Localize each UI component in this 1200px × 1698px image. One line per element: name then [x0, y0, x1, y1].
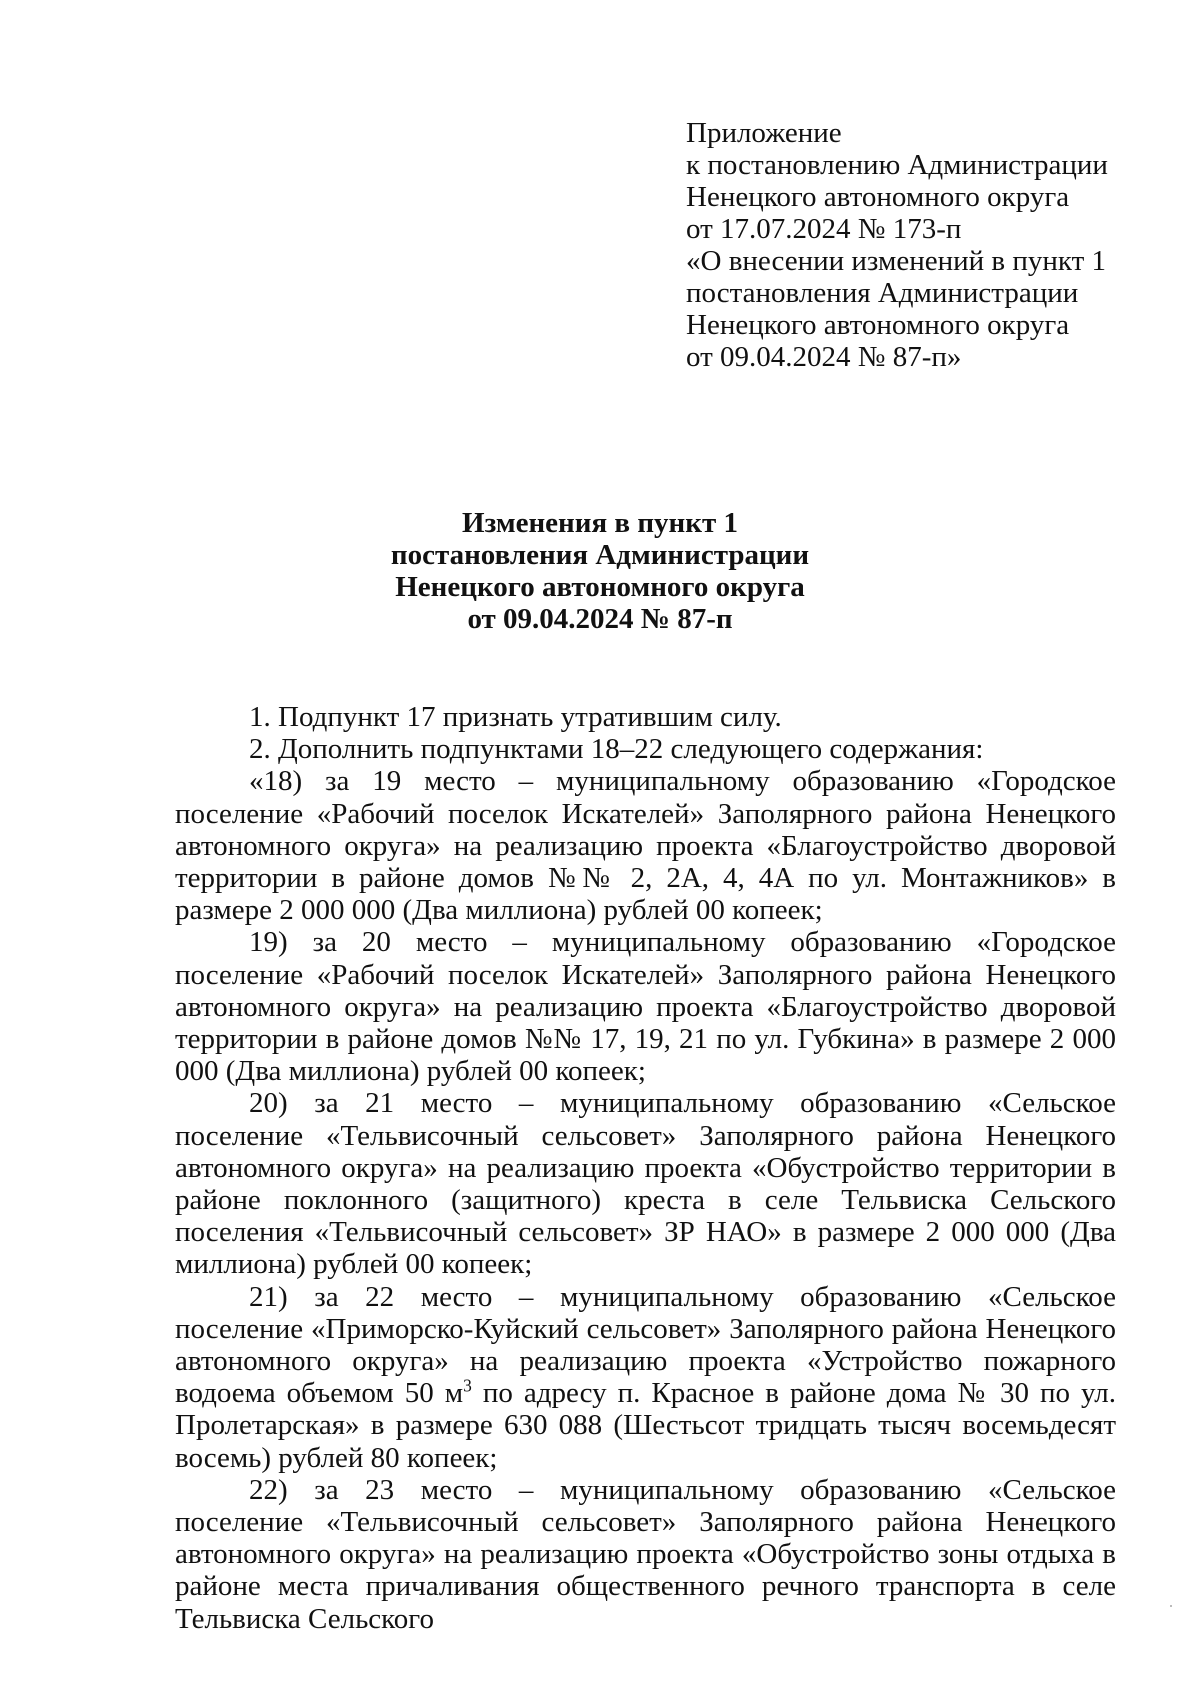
- paragraph-2: 2. Дополнить подпунктами 18–22 следующего содержания:: [249, 733, 984, 766]
- appendix-line: к постановлению Администрации: [686, 149, 1108, 181]
- appendix-line: от 17.07.2024 № 173-п: [686, 213, 962, 245]
- cubic-superscript: 3: [463, 1375, 472, 1396]
- appendix-line: от 09.04.2024 № 87-п»: [686, 341, 962, 373]
- paragraph-1: 1. Подпункт 17 признать утратившим силу.: [249, 701, 782, 733]
- title-line: Изменения в пункт 1: [462, 507, 738, 539]
- appendix-line: Ненецкого автономного округа: [686, 309, 1070, 341]
- appendix-line: «О внесении изменений в пункт 1: [686, 245, 1107, 277]
- subitem-19: 19) за 20 место – муниципальному образованию «Городское поселение «Рабочий поселок Искателей» Заполярного района Ненецкого автономного округа» на реализацию проекта «Благоустройство дворовой территории в районе домов №№ 17, 19, 21 по ул. Губкина» в размере 2 000 000 (Два миллиона) рублей 00 копеек;: [175, 926, 1116, 1088]
- document-body: [175, 701, 1116, 1635]
- subitem-21-text-start: 21) за 22 место – муниципальному образованию «Сельское поселение «Приморско-Куйский сельсовет» Заполярного района Ненецкого автономного округа» на реализацию проекта «Устройство пожарного водоема объемом 50 м: [175, 1280, 1116, 1410]
- appendix-line: постановления Администрации: [686, 277, 1079, 309]
- appendix-line: Приложение: [686, 117, 842, 149]
- subitem-18: «18) за 19 место – муниципальному образованию «Городское поселение «Рабочий поселок Искателей» Заполярного района Ненецкого автономного округа» на реализацию проекта «Благоустройство дворовой территории в районе домов №№ 2, 2А, 4, 4А по ул. Монтажников» в размере 2 000 000 (Два миллиона) рублей 00 копеек;: [175, 765, 1116, 927]
- subitem-22: 22) за 23 место – муниципальному образованию «Сельское поселение «Тельвисочный сельсовет» Заполярного района Ненецкого автономного округа» на реализацию проекта «Обустройство зоны отдыха в районе места причаливания общественного речного транспорта в селе Тельвиска Сельского: [175, 1473, 1116, 1635]
- scan-speck: [1170, 1605, 1172, 1607]
- subitem-21: [175, 1281, 1116, 1474]
- title-line: Ненецкого автономного округа: [395, 571, 805, 603]
- document-title: [0, 507, 1200, 635]
- title-line: от 09.04.2024 № 87-п: [467, 603, 733, 635]
- subitem-21-text-end: по адресу п. Красное в районе дома № 30 по ул. Пролетарская» в размере 630 088 (Шестьсот тридцать тысяч восемьдесят восемь) рублей 80 копеек;: [175, 1377, 1116, 1474]
- subitem-20: 20) за 21 место – муниципальному образованию «Сельское поселение «Тельвисочный сельсовет» Заполярного района Ненецкого автономного округа» на реализацию проекта «Обустройство территории в районе поклонного (защитного) креста в селе Тельвиска Сельского поселения «Тельвисочный сельсовет» ЗР НАО» в размере 2 000 000 (Два миллиона) рублей 00 копеек;: [175, 1087, 1116, 1281]
- appendix-line: Ненецкого автономного округа: [686, 181, 1070, 213]
- title-line: постановления Администрации: [390, 539, 810, 571]
- appendix-header: [686, 117, 1166, 373]
